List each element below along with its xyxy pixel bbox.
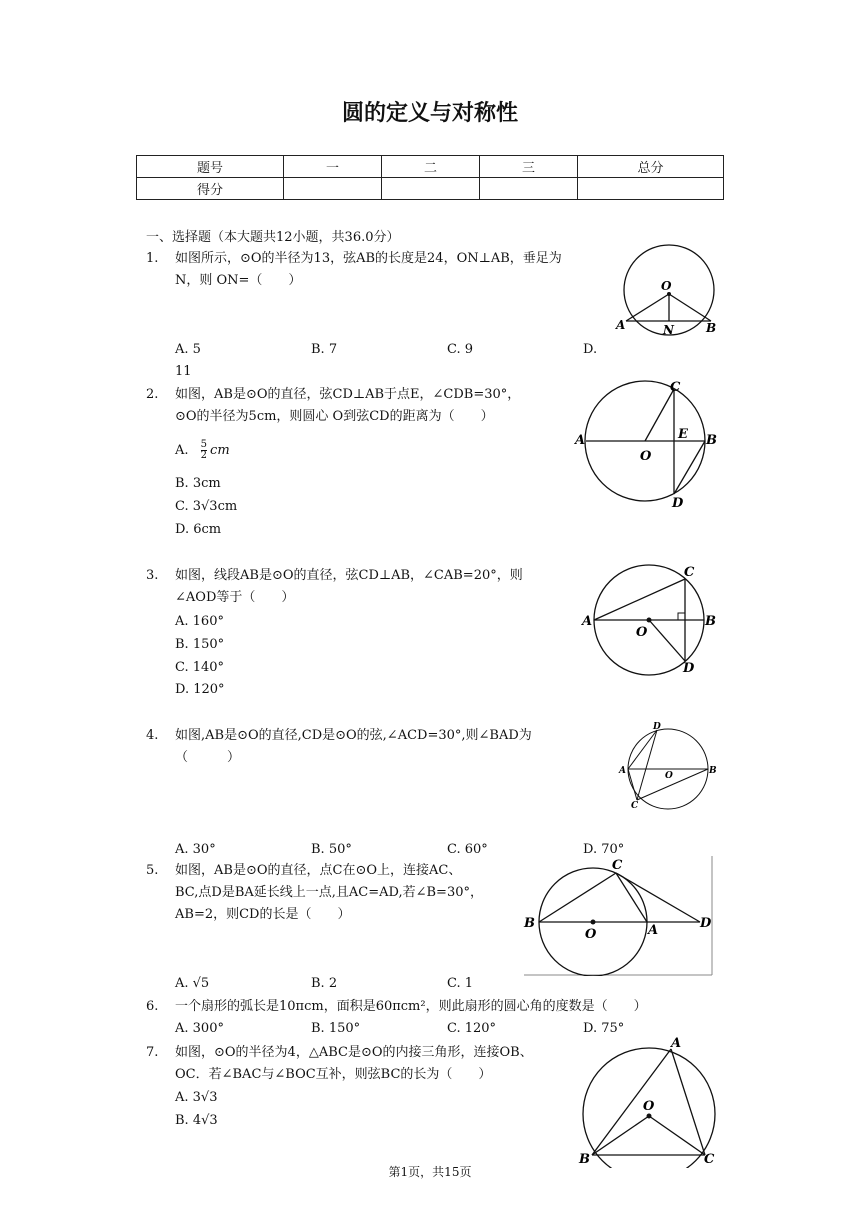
- page-footer: 第1页，共15页: [388, 1165, 472, 1179]
- question-text: 一个扇形的弧长是10πcm，面积是60πcm²，则此扇形的圆心角的度数是（ ）: [175, 999, 647, 1014]
- label-d: D: [672, 496, 684, 511]
- figure-4: [615, 718, 720, 810]
- question-text: 如图所示，⊙O的半径为13，弦AB的长度是24，ON⊥AB，垂足为: [175, 251, 562, 266]
- option-a[interactable]: A. 3√3: [175, 1090, 218, 1105]
- question-text: 如图,AB是⊙O的直径,CD是⊙O的弦,∠ACD=30°,则∠BAD为: [175, 728, 532, 743]
- label-a: A: [619, 766, 626, 776]
- option-d-value: 11: [175, 364, 192, 379]
- figure-7: [576, 1034, 721, 1168]
- question-number: 4.: [146, 728, 159, 743]
- label-o: O: [665, 771, 673, 781]
- figure-1: [612, 244, 722, 339]
- question-number: 2.: [146, 387, 159, 402]
- label-b: B: [706, 321, 717, 335]
- label-b: B: [524, 916, 535, 931]
- label-o: O: [661, 279, 672, 293]
- question-number: 1.: [146, 251, 159, 266]
- score-cell[interactable]: [480, 178, 578, 200]
- label-c: C: [670, 380, 681, 395]
- label-b: B: [709, 766, 717, 776]
- label-c: C: [684, 565, 695, 580]
- question-number: 6.: [146, 999, 159, 1014]
- option-d[interactable]: D. 6cm: [175, 522, 222, 537]
- label-d: D: [683, 661, 695, 676]
- option-c[interactable]: C. 1: [447, 976, 474, 991]
- option-b[interactable]: B. 150°: [311, 1021, 361, 1036]
- option-a[interactable]: A. 5: [175, 342, 201, 357]
- label-d: D: [700, 916, 712, 931]
- option-c[interactable]: C. 60°: [447, 842, 488, 857]
- option-d[interactable]: D. 70°: [583, 842, 625, 857]
- score-header-cell: 题号: [137, 156, 284, 178]
- label-c: C: [612, 858, 623, 873]
- option-b[interactable]: B. 3cm: [175, 476, 221, 491]
- score-header-cell: 三: [480, 156, 578, 178]
- label-b: B: [706, 433, 717, 448]
- label-b: B: [579, 1152, 590, 1167]
- option-d[interactable]: D. 75°: [583, 1021, 625, 1036]
- option-a[interactable]: A. √5: [175, 976, 210, 991]
- option-b[interactable]: B. 2: [311, 976, 338, 991]
- label-o: O: [585, 927, 597, 942]
- option-c[interactable]: C. 9: [447, 342, 474, 357]
- question-text: 如图，⊙O的半径为4，△ABC是⊙O的内接三角形，连接OB、: [175, 1045, 533, 1060]
- option-b[interactable]: B. 7: [311, 342, 338, 357]
- question-text: 如图，线段AB是⊙O的直径，弦CD⊥AB，∠CAB=20°，则: [175, 568, 523, 583]
- label-c: C: [704, 1152, 715, 1167]
- option-b[interactable]: B. 4√3: [175, 1113, 218, 1128]
- question-text: 如图，AB是⊙O的直径，点C在⊙O上，连接AC、: [175, 863, 462, 878]
- figure-2: [570, 378, 720, 513]
- option-b[interactable]: B. 150°: [175, 637, 225, 652]
- label-a: A: [575, 433, 586, 448]
- question-text: AB=2，则CD的长是（ ）: [175, 907, 351, 922]
- question-text: BC,点D是BA延长线上一点,且AC=AD,若∠B=30°，: [175, 885, 483, 900]
- label-d: D: [653, 722, 661, 732]
- figure-5: [522, 856, 714, 976]
- question-text: 如图，AB是⊙O的直径，弦CD⊥AB于点E，∠CDB=30°，: [175, 387, 521, 402]
- option-b[interactable]: B. 50°: [311, 842, 352, 857]
- question-text: N，则 ON=（ ）: [175, 273, 302, 288]
- score-cell[interactable]: [578, 178, 724, 200]
- score-cell[interactable]: [382, 178, 480, 200]
- option-c[interactable]: C. 120°: [447, 1021, 497, 1036]
- question-number: 5.: [146, 863, 159, 878]
- label-o: O: [640, 449, 652, 464]
- label-b: B: [705, 614, 716, 629]
- option-d[interactable]: D. 120°: [175, 682, 225, 697]
- figure-3: [578, 560, 723, 680]
- question-text: ∠AOD等于（ ）: [175, 590, 295, 605]
- question-number: 7.: [146, 1045, 159, 1060]
- label-a: A: [648, 923, 659, 938]
- score-header-cell: 一: [284, 156, 382, 178]
- option-d[interactable]: D.: [583, 342, 598, 357]
- label-a: A: [616, 318, 626, 332]
- question-text: （ ）: [175, 750, 241, 765]
- score-header-cell: 二: [382, 156, 480, 178]
- label-o: O: [636, 625, 648, 640]
- score-cell[interactable]: [284, 178, 382, 200]
- label-e: E: [678, 427, 688, 442]
- label-n: N: [663, 323, 674, 337]
- score-table: [136, 155, 724, 200]
- score-header-cell: 总分: [578, 156, 724, 178]
- option-a[interactable]: A. $\frac{5}{2}$ cm: [175, 439, 230, 461]
- question-number: 3.: [146, 568, 159, 583]
- question-text: OC．若∠BAC与∠BOC互补，则弦BC的长为（ ）: [175, 1067, 492, 1082]
- label-a: A: [671, 1036, 682, 1051]
- option-a[interactable]: A. 30°: [175, 842, 216, 857]
- page-title: 圆的定义与对称性: [341, 101, 518, 126]
- score-row-label: 得分: [137, 178, 284, 200]
- option-c[interactable]: C. 140°: [175, 660, 225, 675]
- label-a: A: [582, 614, 593, 629]
- option-c[interactable]: C. 3√3cm: [175, 499, 238, 514]
- label-c: C: [631, 801, 639, 810]
- question-text: ⊙O的半径为5cm，则圆心 O到弦CD的距离为（ ）: [175, 409, 494, 424]
- option-a[interactable]: A. 160°: [175, 614, 224, 629]
- option-a[interactable]: A. 300°: [175, 1021, 224, 1036]
- section-heading: 一、选择题（本大题共12小题，共36.0分）: [146, 230, 400, 245]
- label-o: O: [643, 1099, 655, 1114]
